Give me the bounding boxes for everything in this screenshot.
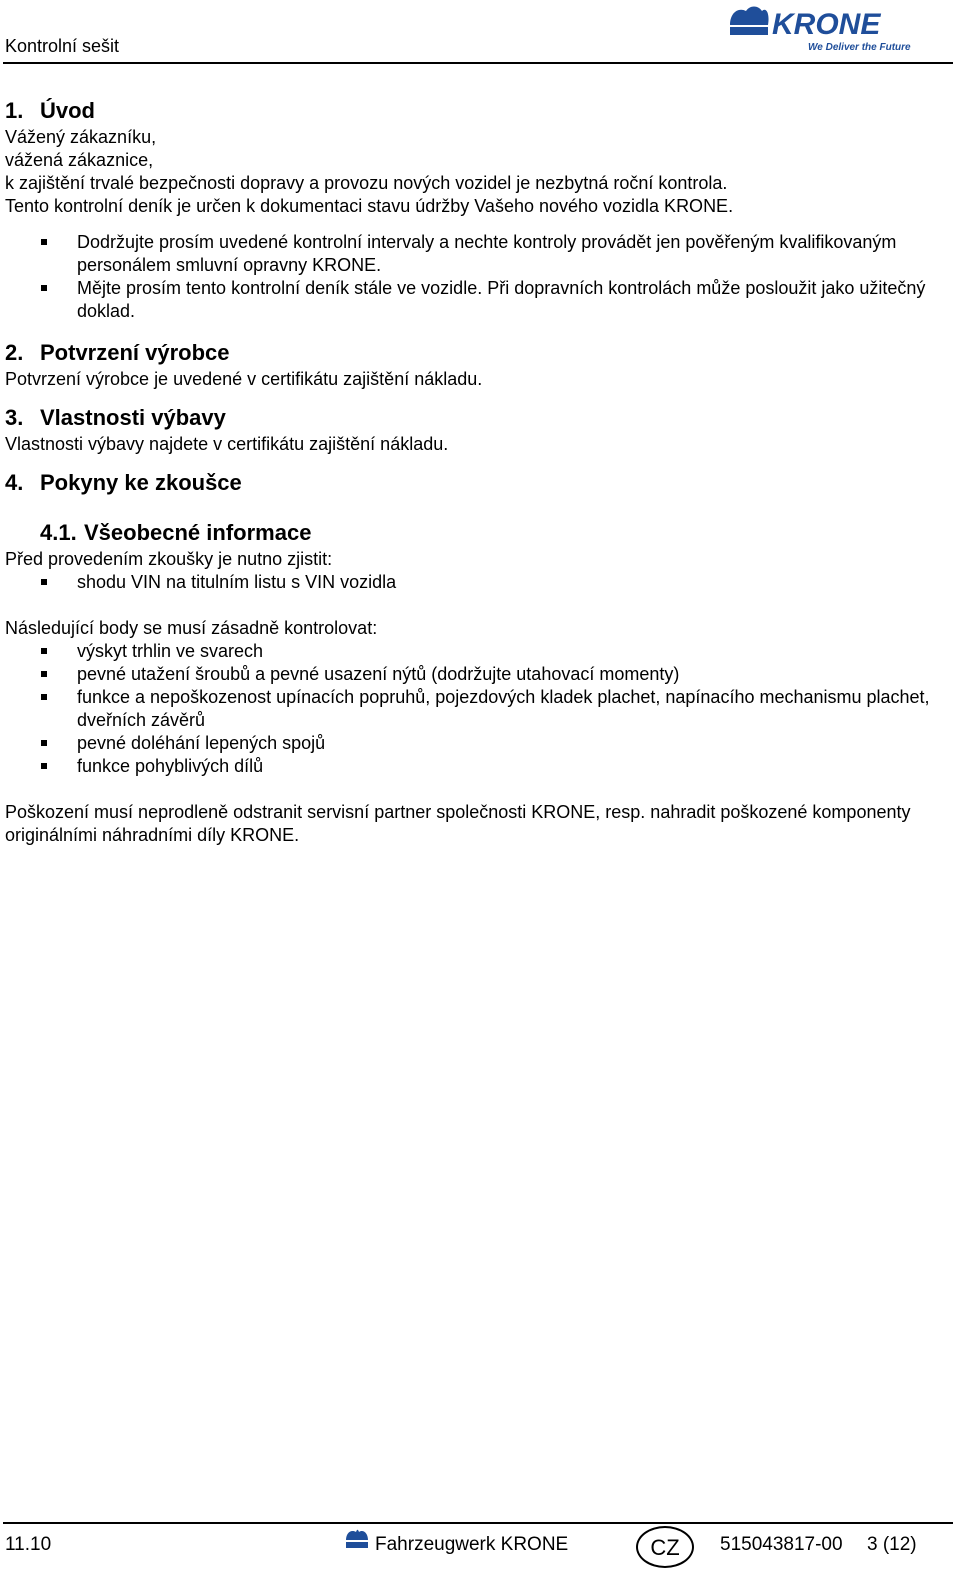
header-title: Kontrolní sešit (5, 36, 120, 56)
list-item: Dodržujte prosím uvedené kontrolní intervaly a nechte kontroly provádět jen pověřeným kvalifikovaným personálem smluvní opravny KRONE. (5, 231, 955, 277)
inspection-bullet-list (5, 640, 955, 778)
krone-crown-icon (730, 7, 769, 36)
logo-wordmark: KRONE (772, 8, 881, 41)
footer-company: Fahrzeugwerk KRONE (375, 1534, 569, 1555)
page-footer (0, 1518, 960, 1578)
section-2-heading: 2. Potvrzení výrobce (5, 340, 230, 365)
list-item: funkce pohyblivých dílů (5, 755, 955, 778)
list-item: funkce a nepoškozenost upínacích popruhů, pojezdových kladek plachet, napínacího mechanismu plachet, dveřních závěrů (5, 686, 955, 732)
list-item: Mějte prosím tento kontrolní deník stále ve vozidle. Při dopravních kontrolách může posloužit jako užitečný doklad. (5, 277, 955, 323)
page-content (5, 96, 955, 847)
section-3-text: Vlastnosti výbavy najdete v certifikátu zajištění nákladu. (5, 434, 449, 454)
krone-crown-icon (345, 1528, 369, 1550)
salutation-2: vážená zákaznice, (5, 150, 154, 170)
intro-line-1: k zajištění trvalé bezpečnosti dopravy a provozu nových vozidel je nezbytná roční kontrola. (5, 173, 728, 193)
intro-bullet-list (5, 231, 955, 323)
section-2-text: Potvrzení výrobce je uvedené v certifikátu zajištění nákladu. (5, 369, 483, 389)
krone-logo (728, 3, 928, 53)
section-4-heading: 4. Pokyny ke zkoušce (5, 470, 242, 495)
page-number: 3 (12) (867, 1534, 917, 1555)
footer-divider (3, 1522, 953, 1524)
header-divider (3, 62, 953, 64)
document-number: 515043817-00 (720, 1534, 843, 1555)
list-item: pevné doléhání lepených spojů (5, 732, 955, 755)
section-4-1-heading: 4.1. Všeobecné informace (40, 520, 312, 545)
inspection-intro: Následující body se musí zásadně kontrolovat: (5, 618, 378, 638)
logo-tagline: We Deliver the Future (808, 42, 911, 53)
list-item: výskyt trhlin ve svarech (5, 640, 955, 663)
check-bullet-list (5, 571, 955, 594)
closing-paragraph: Poškození musí neprodleně odstranit servisní partner společnosti KRONE, resp. nahradit poškozené komponenty originálními náhradními díly KRONE. (5, 802, 911, 845)
section-1-heading: 1. Úvod (5, 98, 95, 123)
list-item: pevné utažení šroubů a pevné usazení nýtů (dodržujte utahovací momenty) (5, 663, 955, 686)
page-header (0, 0, 960, 64)
check-intro: Před provedením zkoušky je nutno zjistit: (5, 549, 333, 569)
language-badge: CZ (636, 1526, 694, 1568)
list-item: shodu VIN na titulním listu s VIN vozidla (5, 571, 955, 594)
intro-line-2: Tento kontrolní deník je určen k dokumentaci stavu údržby Vašeho nového vozidla KRONE. (5, 196, 734, 216)
footer-date: 11.10 (5, 1534, 52, 1555)
section-3-heading: 3. Vlastnosti výbavy (5, 405, 226, 430)
salutation-1: Vážený zákazníku, (5, 127, 157, 147)
